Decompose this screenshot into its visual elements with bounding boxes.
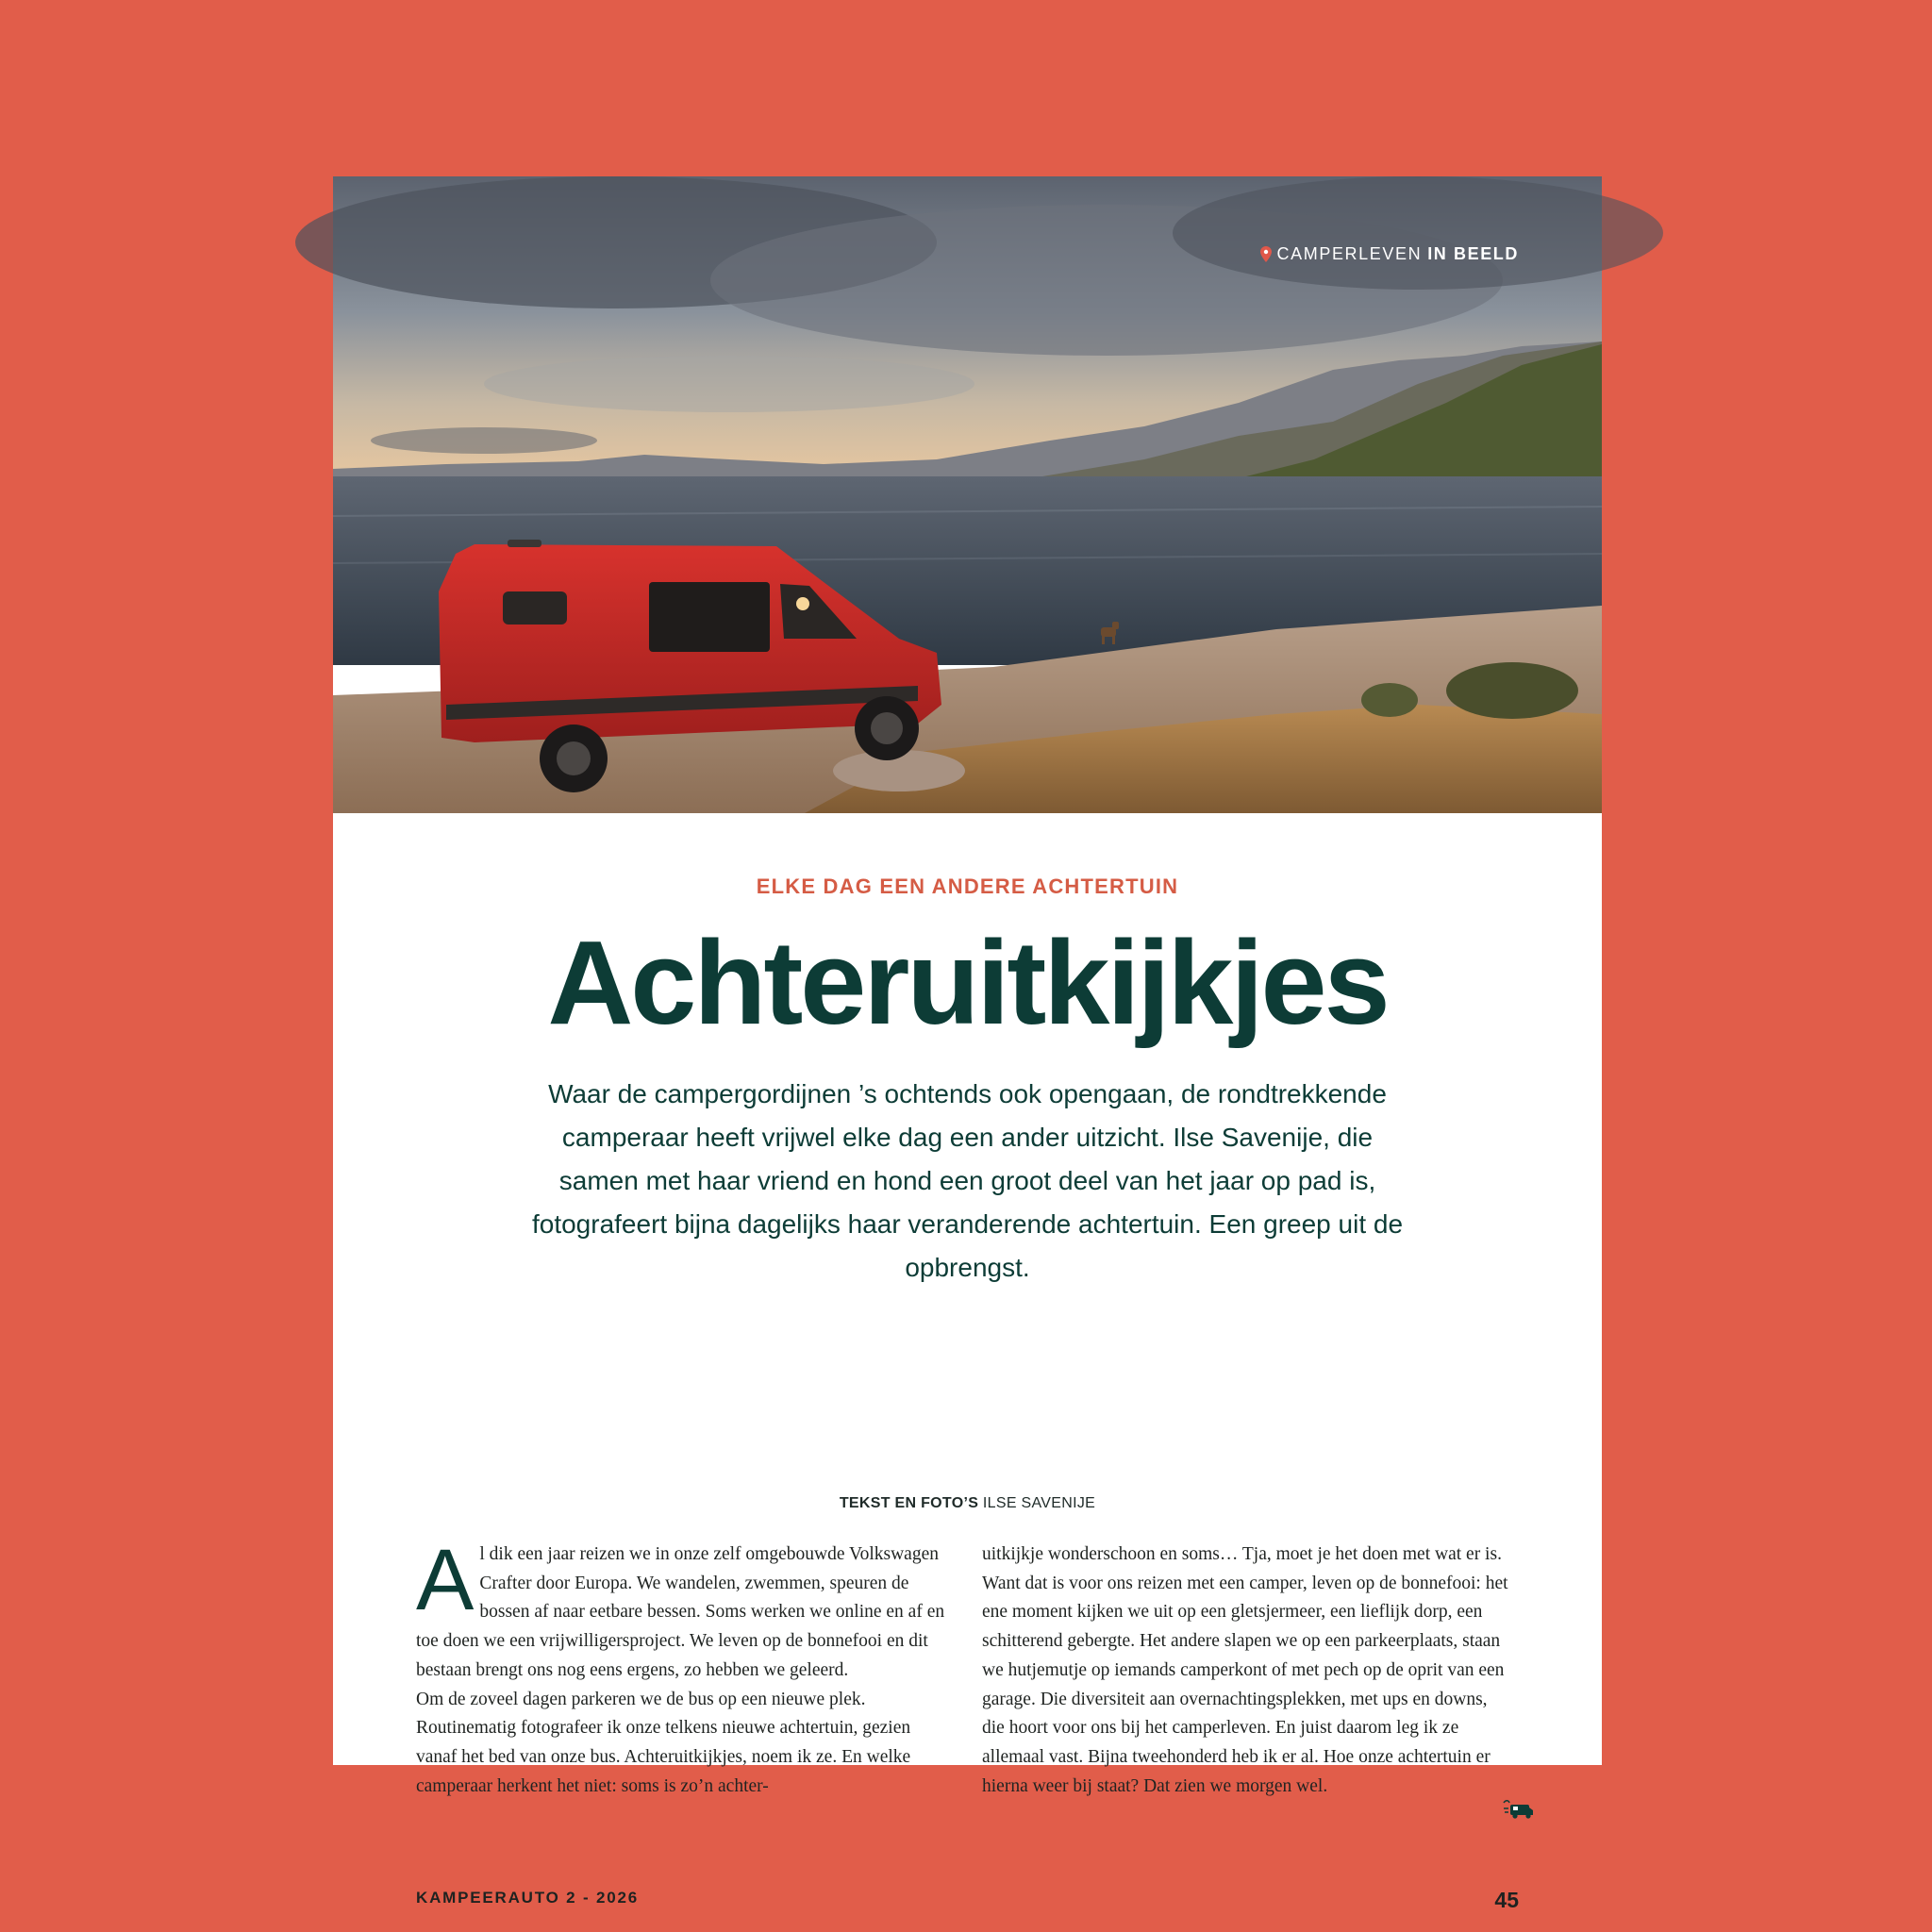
page-number: 45: [1494, 1888, 1519, 1912]
article-intro: Waar de campergordijnen ’s ochtends ook opengaan, de rondtrekkende camperaar heeft vrijwel elke dag een ander uitzicht. Ilse Savenije, die samen met haar vriend en hond een groot deel van het jaar op pad is, fotografeert bijna dagelijks haar veranderende achtertuin. Een greep uit de opbrengst.: [531, 1079, 1404, 1282]
magazine-page: [333, 176, 1602, 1912]
magazine-issue: KAMPEERAUTO 2 - 2026: [416, 1889, 639, 1907]
body-paragraph-1: l dik een jaar reizen we in onze zelf omgebouwde Volkswagen Crafter door Europa. We wandelen, zwemmen, speuren de bossen af naar eetbare bessen. Soms werken we online en af en toe doen we een vrijwilligersproject. We leven op de bonnefooi en dit bestaan brengt ons nog eens ergens, zo hebben we geleerd.: [416, 1544, 945, 1680]
section-tag: [1260, 244, 1519, 264]
body-column-2: [982, 1541, 1513, 1801]
article-title: Achteruitkijkjes: [547, 916, 1388, 1049]
article-kicker: ELKE DAG EEN ANDERE ACHTERTUIN: [756, 874, 1179, 898]
section-label: CAMPERLEVEN: [1276, 244, 1423, 263]
hero-photo: [333, 176, 1602, 813]
body-column-1: [416, 1532, 947, 1801]
byline-label: TEKST EN FOTO’S: [839, 1495, 979, 1511]
location-pin-icon: [1260, 246, 1272, 262]
article-byline: [333, 1495, 1602, 1512]
body-paragraph-2: Om de zoveel dagen parkeren we de bus op een nieuwe plek. Routinematig fotografeer ik onze telkens nieuwe achtertuin, gezien vanaf het bed van onze bus. Achteruitkijkjes, noem ik ze. En welke camperaar herkent het niet: soms is zo’n achter-: [416, 1689, 911, 1796]
body-paragraph-2-continued: uitkijkje wonderschoon en soms… Tja, moet je het doen met wat er is. Want dat is voor ons reizen met een camper, leven op de bonnefooi: het ene moment kijken we uit op een gletsjermeer, een lieflijk dorp, een schitterend gebergte. Het andere slapen we op een parkeerplaats, staan we hutjemutje op iemands camperkont of met pech op de oprit van een garage. Die diversiteit aan overnachtingsplekken, met ups en downs, die hoort voor ons bij het camperleven. En juist daarom leg ik ze allemaal vast. Bijna tweehonderd heb ik er al. Hoe onze achtertuin er hierna weer bij staat? Dat zien we morgen wel.: [982, 1544, 1508, 1796]
section-label-bold: IN BEELD: [1427, 244, 1519, 263]
byline-name: ILSE SAVENIJE: [982, 1495, 1096, 1511]
camper-icon: [1503, 1799, 1535, 1824]
drop-cap: A: [416, 1532, 475, 1628]
